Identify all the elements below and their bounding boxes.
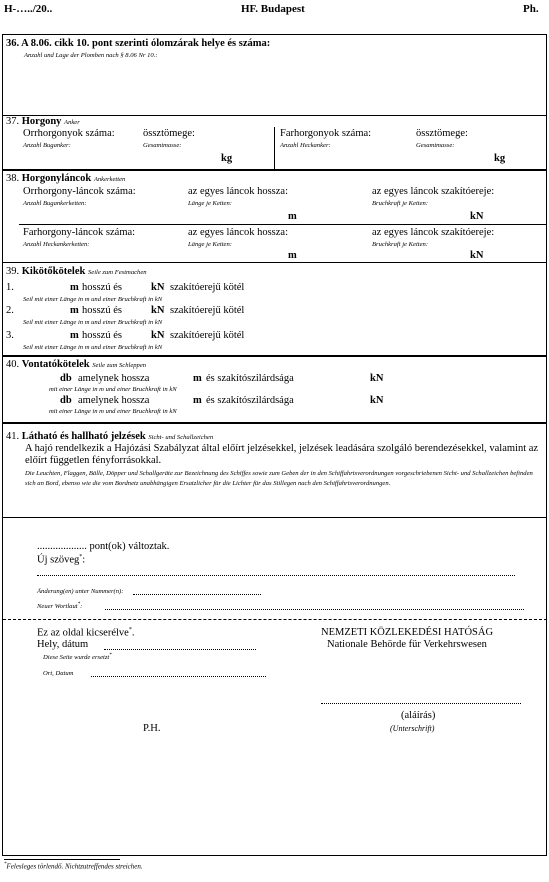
stern-chains-label: Farhorgony-láncok száma: xyxy=(23,227,136,238)
changes-divider xyxy=(3,619,547,620)
bow-anchor-mass-label: össztömege: xyxy=(143,128,195,139)
s38-title: Horgonyláncok xyxy=(21,173,92,184)
authority-name: NEMZETI KÖZLEKEDÉSI HATÓSÁG xyxy=(321,627,494,638)
changed-points-line: ................... pont(ok) változtak. xyxy=(37,541,170,552)
towing-rope-row: db xyxy=(60,395,72,406)
new-text-label: Új szöveg*: xyxy=(37,554,86,566)
signature-label: (aláírás) xyxy=(401,710,436,721)
changed-numbers-line[interactable] xyxy=(133,594,261,595)
place-date-line[interactable] xyxy=(104,649,256,650)
stamp-place: P.H. xyxy=(143,723,161,734)
s40-title: Vontatókötelek xyxy=(21,359,90,370)
place-date-de-line[interactable] xyxy=(91,676,266,677)
s41-title: Látható és hallható jelzések xyxy=(21,431,146,442)
footnote-rule xyxy=(4,859,120,860)
anchor-divider xyxy=(274,127,275,170)
stern-anchor-mass-label: össztömege: xyxy=(416,128,468,139)
bow-chains-label: Orrhorgony-láncok száma: xyxy=(23,186,136,197)
mooring-rope-row: 1. xyxy=(6,282,14,293)
page-replaced-de: Diese Seite wurde ersetzt* xyxy=(43,653,112,662)
s41-text: A hajó rendelkezik a Hajózási Szabályzat által előírt jelzésekkel, jelzések leadására szolgáló berendezésekkel, valamint az előírt független fényforrásokkal. xyxy=(25,443,539,466)
section-38: 38. Horgonyláncok Ankerketten Orrhorgony-láncok száma: Anzahl Bugankerketten: az egyes láncok hossza: Länge je Ketten: m az egyes láncok szakítóereje: Bruchkraft je Ketten: kN Farhorgony-láncok száma: Anzahl Heckankerketten: az egyes láncok hossza: Länge je Ketten: m az egyes láncok szakítóereje: Bruchkraft je Ketten: kN xyxy=(2,170,547,263)
place-date-label: Hely, dátum xyxy=(37,639,89,650)
new-wording-label: Neuer Wortlaut*: xyxy=(37,602,83,611)
mooring-rope-row: 3. xyxy=(6,330,14,341)
new-text-line[interactable] xyxy=(37,575,515,576)
section-37: 37. Horgony Anker Orrhorgonyok száma: Anzahl Buganker: össztömege: Gesamtmasse: kg Farhorgonyok száma: Anzahl Heckanker: össztömege: Gesamtmasse: kg xyxy=(2,115,547,170)
section-41: 41. Látható és hallható jelzések Sicht- und Schallzeichen A hajó rendelkezik a Hajózási Szabályzat által előírt jelzésekkel, jelzések leadására szolgáló berendezésekkel, valamint az előírt független fényforrásokkal. Die Leuchten, Flaggen, Bälle, Döpper und Schallgeräte zur Bezeichnung des Schiffes sowie zum Geben der in den Schiffahrtsverordnungen vorgeschriebenen Sicht- und Schallzeichen befinden sich an Bord, ebenso wie die vom Bordnetz unabhängigen Ersatzlicher für die Lichter für das Stillegen nach den Schiffahrtsverordnungen. xyxy=(2,423,547,518)
new-wording-line[interactable] xyxy=(105,609,524,610)
section-40: 40. Vontatókötelek Seile zum Schleppen db amelynek hossza m és szakítószilárdsága kN mit einer Länge in m und einer Bruchkraft in kN db amelynek hossza m és szakítószilárdsága kN mit einer Länge in m und einer Bruchkraft in kN xyxy=(2,356,547,423)
doc-number: H-…../20.. xyxy=(4,3,53,15)
changes-section: ................... pont(ok) változtak. Új szöveg*: Änderung(en) unter Nummer(n): Neuer Wortlaut*: Ez az oldal kicserélve*. Hely, dátum Diese Seite wurde ersetzt* Ort, Datum NEMZETI KÖZLEKEDÉSI HATÓSÁG Nationale Behörde für Verkehrswesen (aláírás) (Unterschrift) P.H. xyxy=(2,518,547,856)
s36-title: 36. A 8.06. cikk 10. pont szerinti ólomzárak helye és száma: xyxy=(6,38,271,49)
issuer-location: HF. Budapest xyxy=(241,3,305,15)
signature-line[interactable] xyxy=(321,703,521,704)
section-39: 39. Kikötőkötelek Seile zum Festmachen 1. m hosszú és kN szakítóerejű kötél Seil mit einer Länge in m und einer Bruchkraft in kN 2. m hosszú és kN szakítóerejű kötél Seil mit einer Länge in m und einer Bruchkraft in kN 3. m hosszú és kN szakítóerejű kötél Seil mit einer Länge in m und einer Bruchkraft in kN xyxy=(2,263,547,356)
mooring-rope-row: 2. xyxy=(6,305,14,316)
s37-title: Horgony xyxy=(21,116,62,127)
bow-anchors-label: Orrhorgonyok száma: xyxy=(23,128,115,139)
page-label: Ph. xyxy=(523,3,539,15)
s39-title: Kikötőkötelek xyxy=(21,266,86,277)
section-36 xyxy=(2,34,547,116)
page-replaced-label: Ez az oldal kicserélve*. xyxy=(37,627,135,639)
towing-rope-row: db xyxy=(60,373,72,384)
chains-divider xyxy=(19,224,547,225)
s41-text-de: Die Leuchten, Flaggen, Bälle, Döpper und Schallgeräte zur Bezeichnung des Schiffes sowie zum Geben der in den Schiffahrtsverordnungen vorgeschriebenen Sicht- und Schallzeichen befinden sich an Bord, ebenso wie die vom Bordnetz unabhängigen Ersatzlicher für die Lichter für das Stillegen nach den Schiffahrtsverordnungen. xyxy=(25,470,533,487)
s36-de: Anzahl und Lage der Plomben nach § 8.06 Nr 10.: xyxy=(24,52,158,59)
stern-anchors-label: Farhorgonyok száma: xyxy=(280,128,372,139)
footnote: *Felesleges törlendő. Nichtzutreffendes streichen. xyxy=(4,862,143,871)
authority-name-de: Nationale Behörde für Verkehrswesen xyxy=(327,639,487,650)
